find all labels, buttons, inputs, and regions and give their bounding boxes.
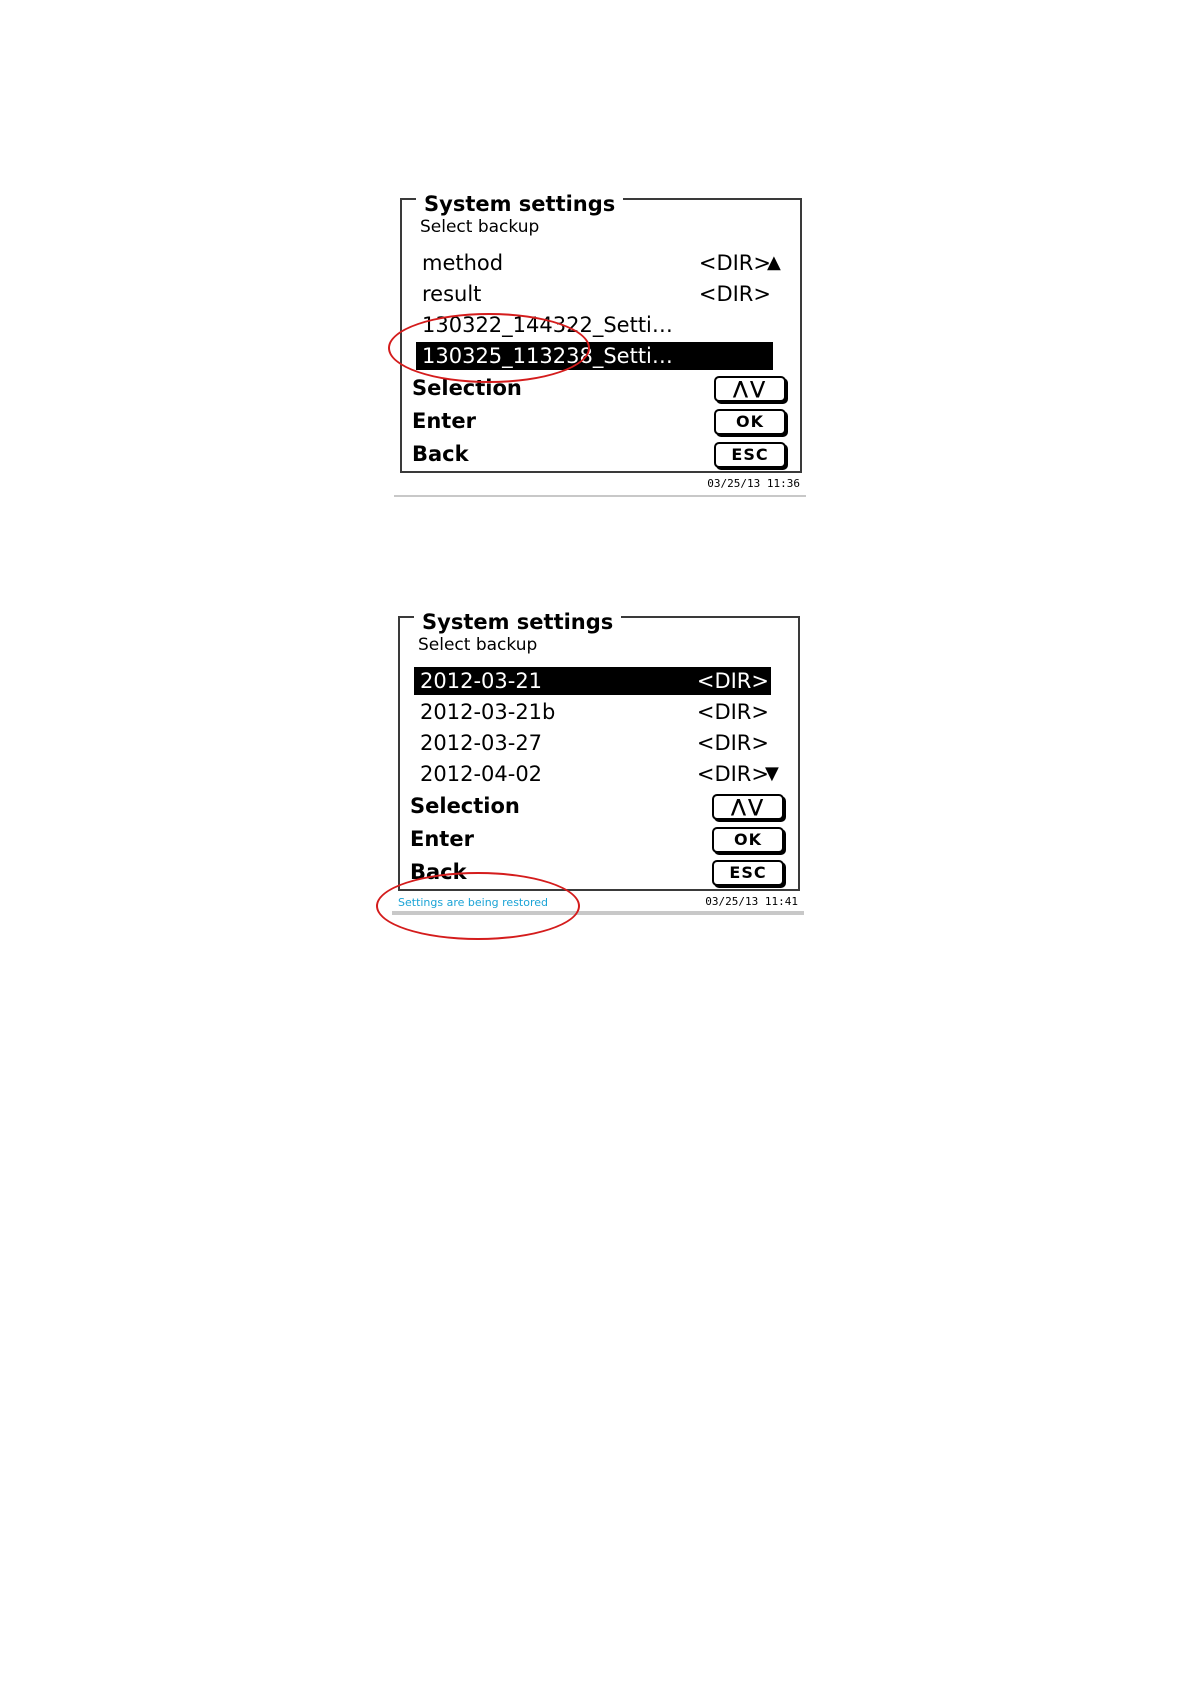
list-item-name: 130325_113238_Setti…: [422, 344, 673, 368]
list-item-name: 2012-03-21b: [420, 700, 556, 724]
list-item-result[interactable]: [416, 280, 773, 308]
list-item-name: result: [422, 282, 482, 306]
status-message: Settings are being restored: [398, 896, 549, 909]
panel-title: System settings: [414, 610, 621, 634]
list-item-backup-130322[interactable]: [416, 311, 773, 339]
triangle-up-icon[interactable]: ▲: [767, 252, 781, 273]
esc-button[interactable]: ESC: [712, 860, 784, 886]
ok-button[interactable]: OK: [714, 409, 786, 435]
dir-tag: <DIR>: [696, 731, 769, 755]
list-item-2012-03-21-selected[interactable]: [414, 667, 771, 695]
status-clock: 03/25/13 11:41: [705, 895, 798, 908]
list-item-name: 2012-04-02: [420, 762, 543, 786]
back-label: Back: [412, 442, 469, 466]
dir-tag: <DIR>: [696, 669, 769, 693]
status-bar: [394, 473, 806, 497]
status-clock: 03/25/13 11:36: [707, 477, 800, 490]
settings-panel: [400, 192, 802, 473]
dir-tag: <DIR>: [696, 762, 769, 786]
esc-button[interactable]: ESC: [714, 442, 786, 468]
screen-2: [392, 610, 804, 926]
screen-1: [394, 192, 806, 508]
list-item-2012-03-27[interactable]: [414, 729, 771, 757]
enter-label: Enter: [410, 827, 474, 851]
dir-tag: <DIR>: [698, 282, 771, 306]
selection-label: Selection: [412, 376, 522, 400]
dir-tag: <DIR>: [698, 251, 771, 275]
list-item-2012-04-02[interactable]: [414, 760, 771, 788]
list-item-method[interactable]: [416, 249, 773, 277]
list-item-backup-130325-selected[interactable]: [416, 342, 773, 370]
list-item-name: method: [422, 251, 504, 275]
back-label: Back: [410, 860, 467, 884]
panel-subtitle: Select backup: [420, 217, 540, 237]
list-item-2012-03-21b[interactable]: [414, 698, 771, 726]
selection-button[interactable]: ⋀⋁: [712, 794, 784, 820]
dir-tag: <DIR>: [696, 700, 769, 724]
triangle-down-icon[interactable]: ▼: [765, 763, 779, 784]
selection-button[interactable]: ⋀⋁: [714, 376, 786, 402]
list-item-name: 130322_144322_Setti…: [422, 313, 673, 337]
status-bar: [392, 891, 804, 915]
settings-panel: [398, 610, 800, 891]
list-item-name: 2012-03-27: [420, 731, 543, 755]
ok-button[interactable]: OK: [712, 827, 784, 853]
selection-label: Selection: [410, 794, 520, 818]
list-item-name: 2012-03-21: [420, 669, 543, 693]
panel-title: System settings: [416, 192, 623, 216]
enter-label: Enter: [412, 409, 476, 433]
panel-subtitle: Select backup: [418, 635, 538, 655]
